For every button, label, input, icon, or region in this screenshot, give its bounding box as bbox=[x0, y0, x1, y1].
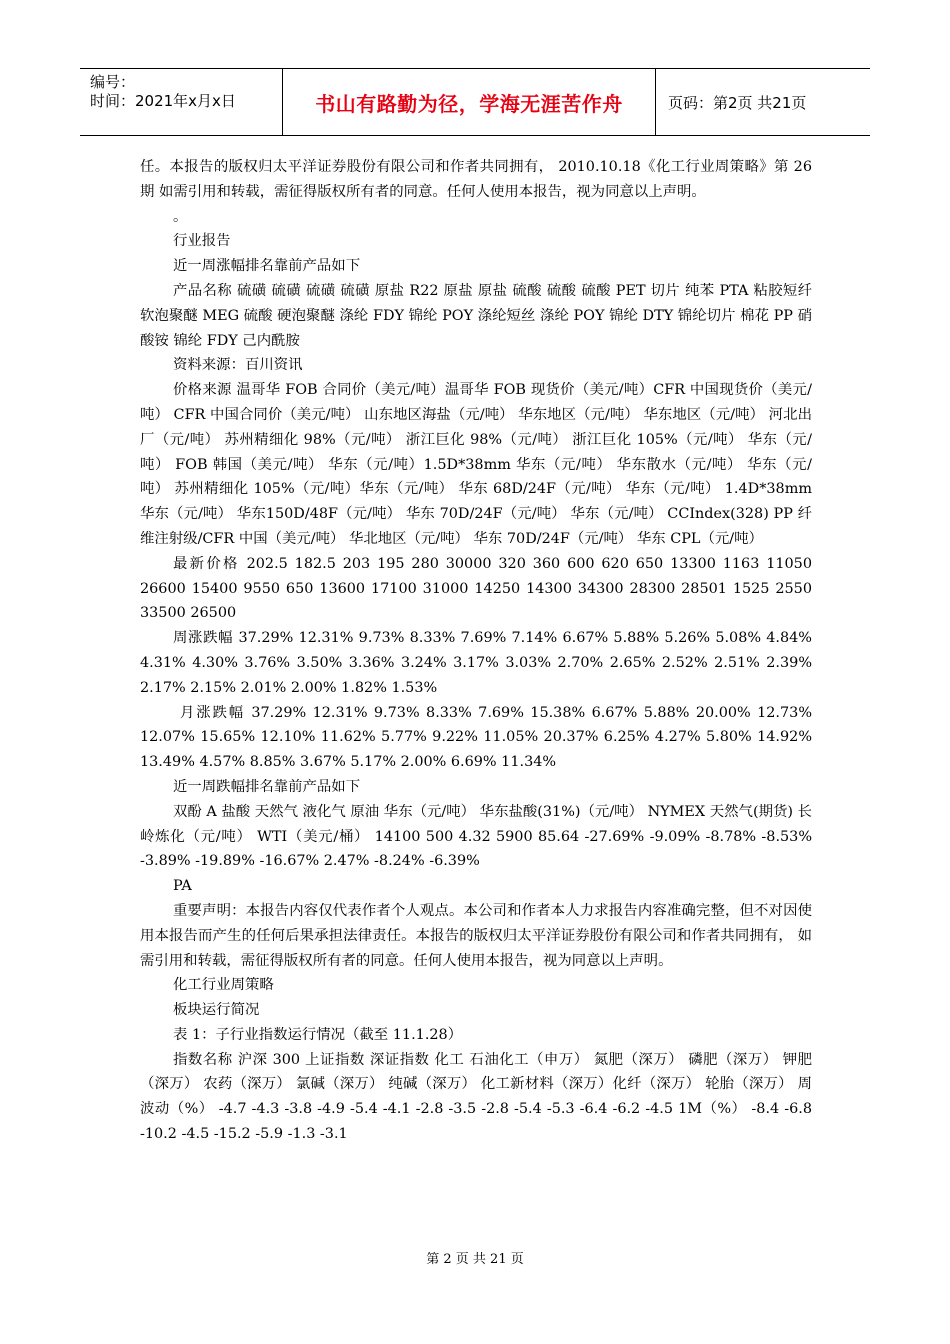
table-caption: 表 1：子行业指数运行情况（截至 11.1.28） bbox=[173, 1026, 463, 1043]
paragraph-disclaimer: 重要声明：本报告内容仅代表作者个人观点。本公司和作者本人力求报告内容准确完整，但不对因使用本报告而产生的任何后果承担法律责任。本报告的版权归太平洋证券股份有限公司和作者共同拥有， 如需引用和转载，需征得版权所有者的同意。任何人使用本报告，视为同意以上声明。 bbox=[140, 902, 812, 969]
header-meta bbox=[80, 69, 283, 135]
document-date: 时间：2021年x月x日 bbox=[90, 92, 236, 110]
paragraph-losers-data: 双酚 A 盐酸 天然气 液化气 原油 华东（元/吨） 华东盐酸(31%)（元/吨） NYMEX 天然气(期货) 长岭炼化（元/吨） WTI（美元/桶） 14100 500 4.32 5900 85.64 -27.69% -9.09% -8.78% -8.53% -3.89% -19.89% -16.67% 2.47% -8.24% -6.39% bbox=[140, 803, 812, 870]
header-motto: 书山有路勤为径，学海无涯苦作舟 bbox=[283, 69, 656, 135]
paragraph-weekly-change: 周涨跌幅 37.29% 12.31% 9.73% 8.33% 7.69% 7.14% 6.67% 5.88% 5.26% 5.08% 4.84% 4.31% 4.30% 3.76% 3.50% 3.36% 3.24% 3.17% 3.03% 2.70% 2.65% 2.52% 2.51% 2.39% 2.17% 2.15% 2.01% 2.00% 1.82% 1.53% bbox=[140, 630, 812, 696]
paragraph-monthly-change: 月涨跌幅 37.29% 12.31% 9.73% 8.33% 7.69% 15.38% 6.67% 5.88% 20.00% 12.73% 12.07% 15.65% 12.10% 11.62% 5.77% 9.22% 11.05% 20.37% 6.25% 4.27% 5.80% 14.92% 13.49% 4.57% 8.85% 3.67% 5.17% 2.00% 6.69% 11.34% bbox=[140, 704, 812, 771]
paragraph-latest-prices: 最新价格 202.5 182.5 203 195 280 30000 320 360 600 620 650 13300 1163 11050 26600 15400 9550 650 13600 17100 31000 14250 14300 34300 28300 28501 1525 2550 33500 26500 bbox=[140, 555, 812, 622]
paragraph-pa: PA bbox=[173, 878, 192, 895]
paragraph-data-source: 资料来源：百川资讯 bbox=[173, 357, 303, 374]
section-heading-top-losers: 近一周跌幅排名靠前产品如下 bbox=[173, 778, 361, 795]
paragraph-dot: 。 bbox=[173, 208, 188, 225]
section-heading-top-gainers: 近一周涨幅排名靠前产品如下 bbox=[173, 258, 361, 275]
paragraph-product-names: 产品名称 硫磺 硫磺 硫磺 硫磺 原盐 R22 原盐 原盐 硫酸 硫酸 硫酸 PET 切片 纯苯 PTA 粘胶短纤 软泡聚醚 MEG 硫酸 硬泡聚醚 涤纶 FDY 锦纶 POY 涤纶短丝 涤纶 POY 锦纶 DTY 锦纶切片 棉花 PP 硝酸铵 锦纶 FDY 己内酰胺 bbox=[140, 282, 812, 349]
document-body bbox=[140, 155, 812, 1147]
page-header bbox=[80, 68, 870, 136]
section-heading-industry-report: 行业报告 bbox=[173, 233, 231, 250]
section-heading-sector-overview: 板块运行简况 bbox=[173, 1002, 260, 1019]
paragraph-index-data: 指数名称 沪深 300 上证指数 深证指数 化工 石油化工（申万） 氮肥（深万） 磷肥（深万） 钾肥（深万） 农药（深万） 氯碱（深万） 纯碱（深万） 化工新材料（深万）化纤（深万） 轮胎（深万） 周波动（%） -4.7 -4.3 -3.8 -4.9 -5.4 -4.1 -2.8 -3.5 -2.8 -5.4 -5.3 -6.4 -6.2 -4.5 1M（%） -8.4 -6.8 -10.2 -4.5 -15.2 -5.9 -1.3 -3.1 bbox=[140, 1051, 812, 1143]
page-footer: 第 2 页 共 21 页 bbox=[426, 1252, 524, 1267]
paragraph-price-sources: 价格来源 温哥华 FOB 合同价（美元/吨）温哥华 FOB 现货价（美元/吨）CFR 中国现货价（美元/吨） CFR 中国合同价（美元/吨） 山东地区海盐（元/吨） 华东地区（元/吨） 华东地区（元/吨） 河北出厂（元/吨） 苏州精细化 98%（元/吨） 浙江巨化 98%（元/吨） 浙江巨化 105%（元/吨） 华东（元/吨） FOB 韩国（美元/吨） 华东（元/吨）1.5D*38mm 华东（元/吨） 华东散水（元/吨） 华东（元/吨） 苏州精细化 105%（元/吨）华东（元/吨） 华东 68D/24F（元/吨） 华东（元/吨） 1.4D*38mm 华东（元/吨） 华东150D/48F（元/吨） 华东 70D/24F（元/吨） 华东（元/吨） CCIndex(328) PP 纤维注射级/CFR 中国（美元/吨） 华北地区（元/吨） 华东 70D/24F（元/吨） 华东 CPL（元/吨） bbox=[140, 382, 812, 547]
header-page-number: 页码：第2页 共21页 bbox=[668, 93, 807, 112]
section-heading-weekly-strategy: 化工行业周策略 bbox=[173, 977, 274, 994]
document-number: 编号： bbox=[90, 73, 136, 91]
paragraph-copyright: 任。本报告的版权归太平洋证券股份有限公司和作者共同拥有， 2010.10.18《化工行业周策略》第 26 期 如需引用和转载，需征得版权所有者的同意。任何人使用本报告，视为同意以上声明。 bbox=[140, 159, 812, 200]
